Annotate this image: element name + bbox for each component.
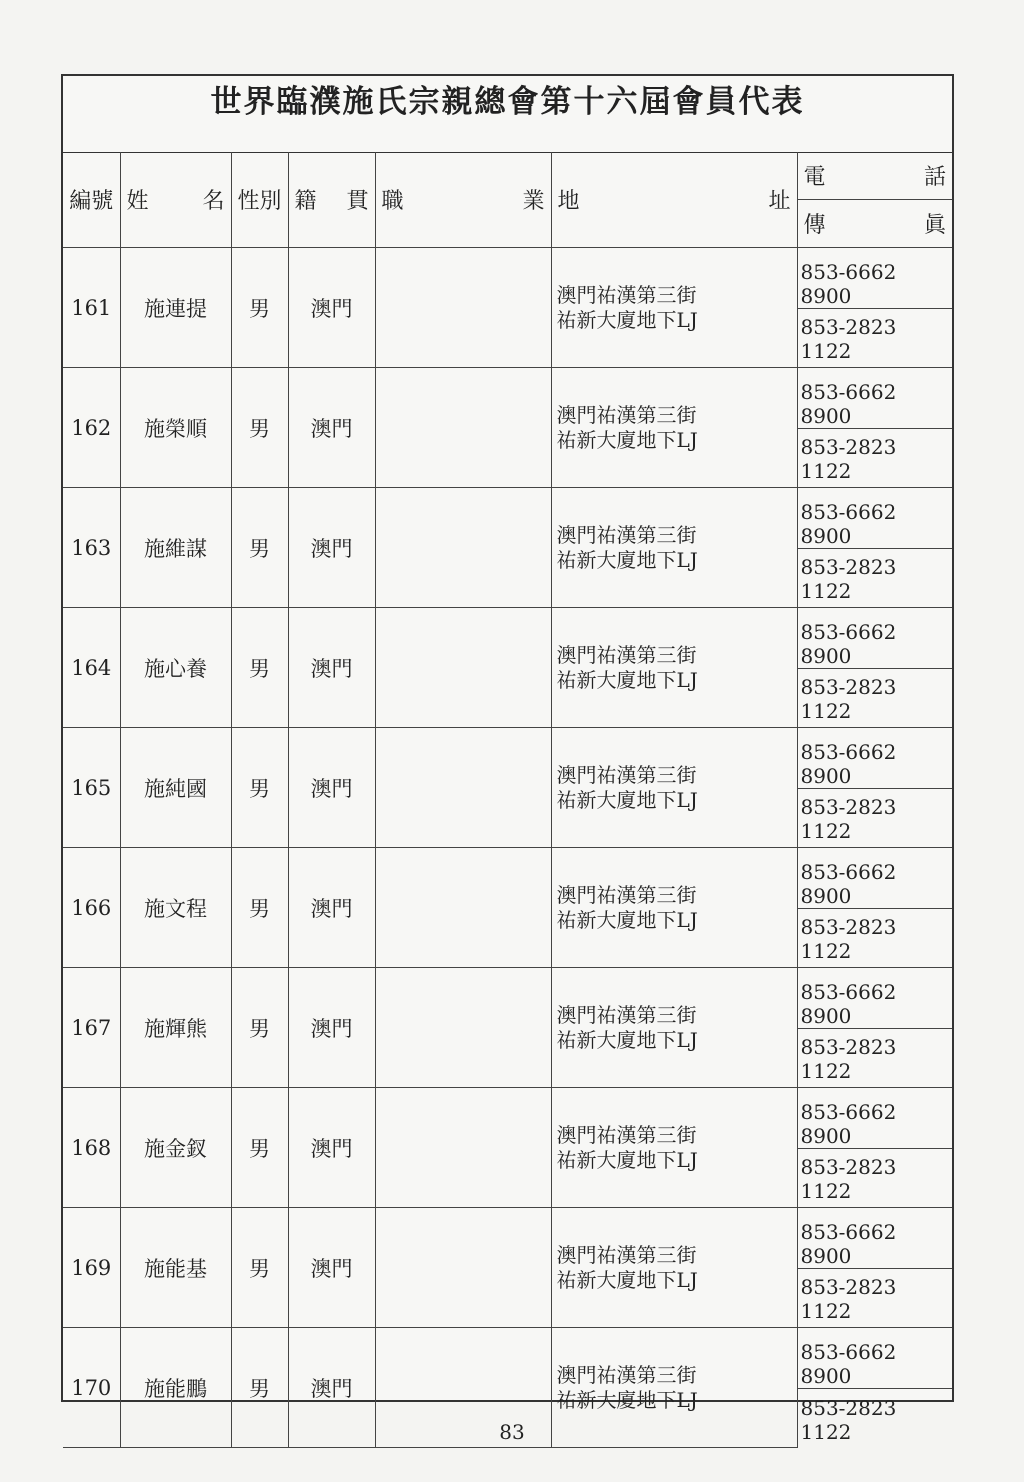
- member-origin: 澳門: [288, 728, 375, 848]
- member-name: 施連提: [120, 248, 231, 368]
- member-gender: 男: [231, 248, 288, 368]
- member-tel: 853-6662 8900: [797, 1208, 952, 1269]
- table-row: [63, 368, 952, 429]
- table-row: [63, 608, 952, 669]
- member-address: 澳門祐漢第三街 祐新大廈地下LJ: [551, 1208, 797, 1328]
- member-no: 164: [63, 608, 120, 728]
- member-address: 澳門祐漢第三街 祐新大廈地下LJ: [551, 1088, 797, 1208]
- member-job: [375, 968, 551, 1088]
- header-gender: 性別: [231, 152, 288, 248]
- member-name: 施金釵: [120, 1088, 231, 1208]
- table-row: [63, 248, 952, 309]
- member-tel: 853-6662 8900: [797, 968, 952, 1029]
- table-row: [63, 968, 952, 1029]
- member-tel: 853-6662 8900: [797, 1328, 952, 1389]
- member-job: [375, 728, 551, 848]
- member-tel: 853-6662 8900: [797, 608, 952, 669]
- member-origin: 澳門: [288, 488, 375, 608]
- table-row: [63, 1088, 952, 1149]
- member-origin: 澳門: [288, 1328, 375, 1448]
- member-address: 澳門祐漢第三街 祐新大廈地下LJ: [551, 488, 797, 608]
- member-fax: 853-2823 1122: [797, 1269, 952, 1328]
- header-address: 地 址: [551, 152, 797, 248]
- header-no: 編號: [63, 152, 120, 248]
- table-row: [63, 848, 952, 909]
- member-gender: 男: [231, 728, 288, 848]
- member-origin: 澳門: [288, 848, 375, 968]
- member-tel: 853-6662 8900: [797, 368, 952, 429]
- member-gender: 男: [231, 368, 288, 488]
- member-gender: 男: [231, 1328, 288, 1448]
- header-fax: 傳 眞: [797, 200, 952, 248]
- member-name: 施心養: [120, 608, 231, 728]
- member-address: 澳門祐漢第三街 祐新大廈地下LJ: [551, 728, 797, 848]
- page-title: 世界臨濮施氏宗親總會第十六屆會員代表: [63, 76, 952, 153]
- member-fax: 853-2823 1122: [797, 669, 952, 728]
- member-address: 澳門祐漢第三街 祐新大廈地下LJ: [551, 608, 797, 728]
- member-tel: 853-6662 8900: [797, 848, 952, 909]
- member-origin: 澳門: [288, 368, 375, 488]
- member-fax: 853-2823 1122: [797, 1029, 952, 1088]
- member-job: [375, 1088, 551, 1208]
- member-fax: 853-2823 1122: [797, 549, 952, 608]
- member-address: 澳門祐漢第三街 祐新大廈地下LJ: [551, 248, 797, 368]
- member-name: 施維謀: [120, 488, 231, 608]
- member-job: [375, 368, 551, 488]
- table-row: [63, 1328, 952, 1389]
- member-name: 施輝熊: [120, 968, 231, 1088]
- member-tel: 853-6662 8900: [797, 728, 952, 789]
- member-origin: 澳門: [288, 248, 375, 368]
- members-table: [63, 152, 952, 1448]
- member-no: 165: [63, 728, 120, 848]
- member-gender: 男: [231, 968, 288, 1088]
- member-fax: 853-2823 1122: [797, 429, 952, 488]
- table-body: [63, 248, 952, 1448]
- member-address: 澳門祐漢第三街 祐新大廈地下LJ: [551, 968, 797, 1088]
- member-job: [375, 608, 551, 728]
- page-number: 83: [499, 1420, 525, 1444]
- member-tel: 853-6662 8900: [797, 1088, 952, 1149]
- member-name: 施純國: [120, 728, 231, 848]
- member-fax: 853-2823 1122: [797, 1389, 952, 1448]
- member-gender: 男: [231, 848, 288, 968]
- member-origin: 澳門: [288, 608, 375, 728]
- member-gender: 男: [231, 1208, 288, 1328]
- member-gender: 男: [231, 608, 288, 728]
- member-fax: 853-2823 1122: [797, 909, 952, 968]
- member-name: 施能基: [120, 1208, 231, 1328]
- member-no: 167: [63, 968, 120, 1088]
- member-job: [375, 248, 551, 368]
- member-job: [375, 1208, 551, 1328]
- member-address: 澳門祐漢第三街 祐新大廈地下LJ: [551, 1328, 797, 1448]
- table-row: [63, 728, 952, 789]
- header-job: 職 業: [375, 152, 551, 248]
- member-no: 166: [63, 848, 120, 968]
- header-tel: 電 話: [797, 152, 952, 200]
- member-name: 施能鵬: [120, 1328, 231, 1448]
- member-origin: 澳門: [288, 968, 375, 1088]
- header-origin: 籍 貫: [288, 152, 375, 248]
- member-no: 168: [63, 1088, 120, 1208]
- member-name: 施文程: [120, 848, 231, 968]
- table-header: [63, 152, 952, 248]
- member-no: 169: [63, 1208, 120, 1328]
- member-tel: 853-6662 8900: [797, 248, 952, 309]
- member-tel: 853-6662 8900: [797, 488, 952, 549]
- table-row: [63, 1208, 952, 1269]
- member-no: 162: [63, 368, 120, 488]
- member-origin: 澳門: [288, 1088, 375, 1208]
- member-address: 澳門祐漢第三街 祐新大廈地下LJ: [551, 368, 797, 488]
- member-gender: 男: [231, 488, 288, 608]
- member-no: 161: [63, 248, 120, 368]
- table-row: [63, 488, 952, 549]
- member-origin: 澳門: [288, 1208, 375, 1328]
- member-job: [375, 488, 551, 608]
- member-address: 澳門祐漢第三街 祐新大廈地下LJ: [551, 848, 797, 968]
- member-fax: 853-2823 1122: [797, 309, 952, 368]
- member-name: 施榮順: [120, 368, 231, 488]
- member-fax: 853-2823 1122: [797, 1149, 952, 1208]
- member-fax: 853-2823 1122: [797, 789, 952, 848]
- header-name: 姓 名: [120, 152, 231, 248]
- member-no: 170: [63, 1328, 120, 1448]
- member-job: [375, 848, 551, 968]
- member-gender: 男: [231, 1088, 288, 1208]
- member-no: 163: [63, 488, 120, 608]
